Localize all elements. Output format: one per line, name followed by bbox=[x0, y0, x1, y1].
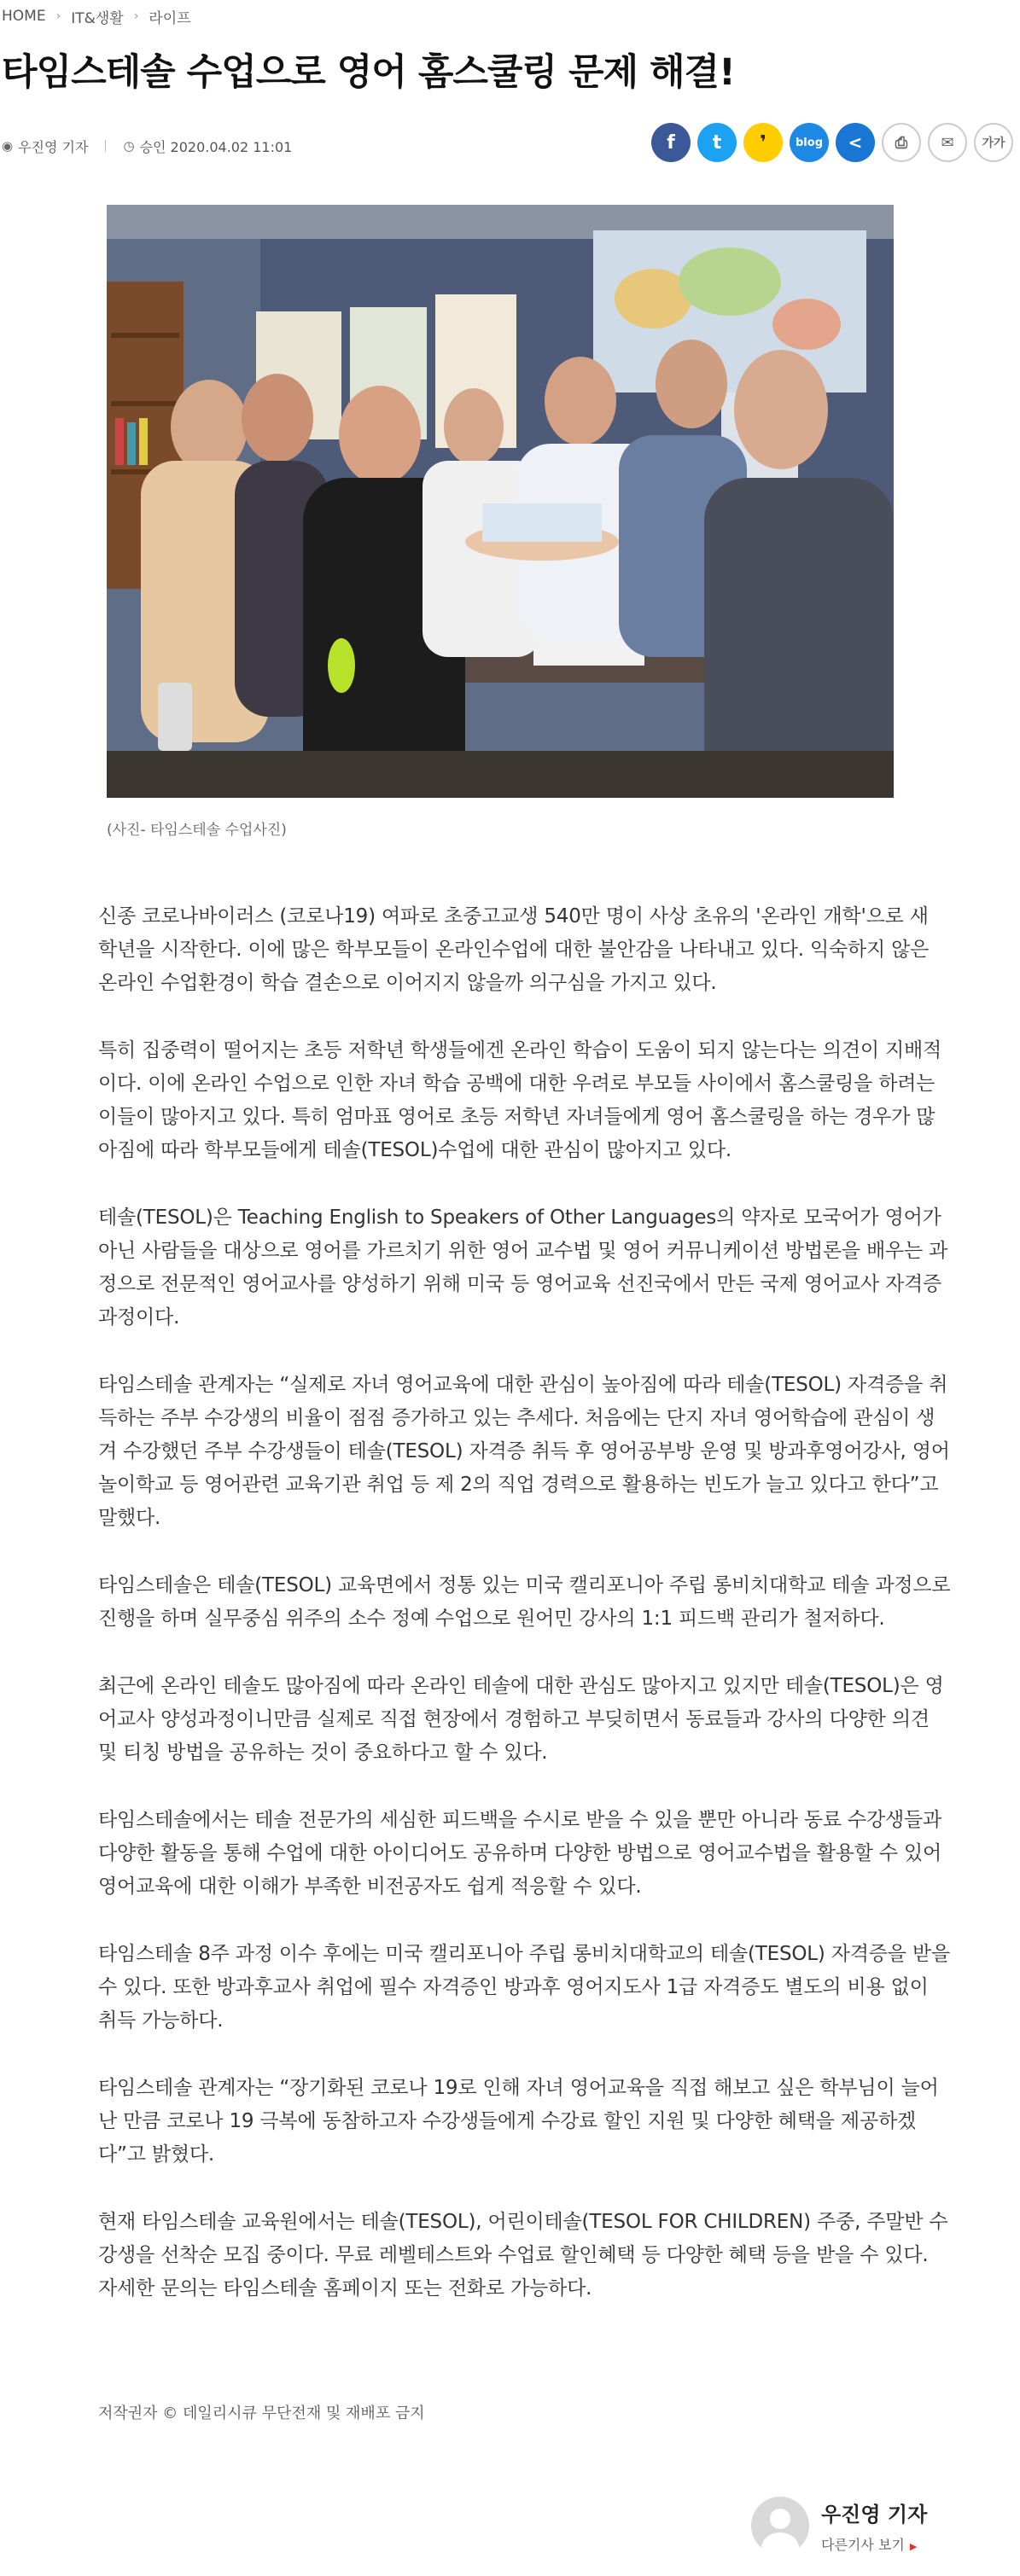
facebook-share-button[interactable]: f bbox=[651, 123, 691, 162]
breadcrumb bbox=[2, 5, 191, 27]
article-paragraph: 신종 코로나바이러스 (코로나19) 여파로 초중고교생 540만 명이 사상 초유의 '온라인 개학'으로 새 학년을 시작한다. 이에 많은 학부모들이 온라인수업에 대한 불안감을 나타내고 있다. 익숙하지 않은 온라인 수업환경이 학습 결손으로 이어지지 않을까 의구심을 가지고 있다. bbox=[98, 905, 930, 994]
chevron-right-icon: › bbox=[133, 9, 139, 23]
clock-icon: ◷ bbox=[123, 138, 135, 154]
article-paragraph: 타임스테솔 관계자는 “실제로 자녀 영어교육에 대한 관심이 높아짐에 따라 테솔(TESOL) 자격증을 취득하는 주부 수강생의 비율이 점점 증가하고 있는 추세다. 처음에는 단지 자녀 영어학습에 관심이 생겨 수강했던 주부 수강생들이 테솔(TESOL) 자격증 취득 후 영어공부방 운영 및 방과후영어강사, 영어놀이학교 등 영어관련 교육기관 취업 등 제 2의 직업 경력으로 활용하는 빈도가 늘고 있다고 한다”고 말했다. bbox=[98, 1374, 950, 1529]
more-articles-link[interactable]: 다른기사 보기 ▶ bbox=[821, 2537, 918, 2553]
article-body bbox=[98, 900, 952, 2340]
article-paragraph: 타임스테솔에서는 테솔 전문가의 세심한 피드백을 수시로 받을 수 있을 뿐만 아니라 동료 수강생들과 다양한 활동을 통해 수업에 대한 아이디어도 공유하며 다양한 방법으로 영어교수법을 활용할 수 있어 영어교육에 대한 이해가 부족한 비전공자도 쉽게 적응할 수 있다. bbox=[98, 1809, 942, 1898]
reporter-name: 우진영 기자 bbox=[18, 138, 89, 155]
breadcrumb-subcategory[interactable]: 라이프 bbox=[149, 9, 191, 27]
breadcrumb-home[interactable]: HOME bbox=[2, 8, 46, 25]
article-paragraph: 최근에 온라인 테솔도 많아짐에 따라 온라인 테솔에 대한 관심도 많아지고 있지만 테솔(TESOL)은 영어교사 양성과정이니만큼 실제로 직접 현장에서 경험하고 부딪히면서 동료들과 강사의 다양한 의견 및 티칭 방법을 공유하는 것이 중요하다고 할 수 있다. bbox=[98, 1675, 944, 1764]
article-photo bbox=[107, 205, 894, 798]
blog-share-button[interactable]: blog bbox=[790, 123, 829, 162]
article-paragraph: 현재 타임스테솔 교육원에서는 테솔(TESOL), 어린이테솔(TESOL FOR CHILDREN) 주중, 주말반 수강생을 선착순 모집 중이다. 무료 레벨테스트와 수업료 할인혜택 등 다양한 혜택 등을 받을 수 있다. 자세한 문의는 타임스테솔 홈페이지 또는 전화로 가능하다. bbox=[98, 2211, 948, 2300]
avatar bbox=[751, 2497, 809, 2555]
kakaostory-share-button[interactable]: ❜ bbox=[743, 123, 783, 162]
reporter-box-name: 우진영 기자 bbox=[821, 2503, 928, 2527]
share-icon[interactable]: < bbox=[836, 123, 875, 162]
chevron-right-icon: › bbox=[55, 9, 61, 23]
share-toolbar bbox=[651, 123, 1020, 162]
article-title: 타임스테솔 수업으로 영어 홈스쿨링 문제 해결! bbox=[2, 51, 735, 94]
article-paragraph: 특히 집중력이 떨어지는 초등 저학년 학생들에겐 온라인 학습이 도움이 되지 않는다는 의견이 지배적이다. 이에 온라인 수업으로 인한 자녀 학습 공백에 대한 우려로 부모들 사이에서 홈스쿨링을 하려는 이들이 많아지고 있다. 특히 엄마표 영어로 초등 저학년 자녀들에게 영어 홈스쿨링을 하는 경우가 많아짐에 따라 학부모들에게 테솔(TESOL)수업에 대한 관심이 많아지고 있다. bbox=[98, 1039, 942, 1161]
copyright-notice: 저작권자 © 데일리시큐 무단전재 및 재배포 금지 bbox=[98, 2404, 425, 2422]
article-paragraph: 타임스테솔 8주 과정 이수 후에는 미국 캘리포니아 주립 롱비치대학교의 테솔(TESOL) 자격증을 받을 수 있다. 또한 방과후교사 취업에 필수 자격증인 방과후 영어지도사 1급 자격증도 별도의 비용 없이 취득 가능하다. bbox=[98, 1943, 950, 2032]
person-icon: ◉ bbox=[2, 138, 14, 154]
font-size-button[interactable]: 가가 bbox=[974, 123, 1013, 162]
article-paragraph: 테솔(TESOL)은 Teaching English to Speakers of Other Languages의 약자로 모국어가 영어가 아닌 사람들을 대상으로 영어를 가르치기 위한 영어 교수법 및 영어 커뮤니케이션 방법론을 배우는 과정으로 전문적인 영어교사를 양성하기 위해 미국 등 영어교육 선진국에서 만든 국제 영어교사 자격증 과정이다. bbox=[98, 1207, 948, 1329]
print-icon[interactable]: ⎙ bbox=[882, 123, 921, 162]
article-paragraph: 타임스테솔 관계자는 “장기화된 코로나 19로 인해 자녀 영어교육을 직접 해보고 싶은 학부님이 늘어난 만큼 코로나 19 극복에 동참하고자 수강생들에게 수강료 할인 지원 및 다양한 혜택을 제공하겠다”고 밝혔다. bbox=[98, 2077, 939, 2166]
twitter-share-button[interactable]: t bbox=[697, 123, 737, 162]
reporter-box bbox=[751, 2496, 973, 2556]
person-icon bbox=[770, 2509, 790, 2529]
breadcrumb-category[interactable]: IT&생활 bbox=[71, 9, 124, 27]
photo-caption: (사진- 타임스테솔 수업사진) bbox=[107, 822, 287, 839]
article-paragraph: 타임스테솔은 테솔(TESOL) 교육면에서 정통 있는 미국 캘리포니아 주립 롱비치대학교 테솔 과정으로 진행을 하며 실무중심 위주의 소수 정예 수업으로 원어민 강사의 1:1 피드백 관리가 철저하다. bbox=[98, 1574, 951, 1630]
caret-right-icon: ▶ bbox=[909, 2541, 918, 2552]
divider bbox=[105, 140, 106, 152]
approved-date: 승인 2020.04.02 11:01 bbox=[139, 138, 293, 155]
classroom-photo-illustration bbox=[107, 205, 894, 798]
email-icon[interactable]: ✉ bbox=[928, 123, 967, 162]
article-meta bbox=[2, 137, 292, 155]
